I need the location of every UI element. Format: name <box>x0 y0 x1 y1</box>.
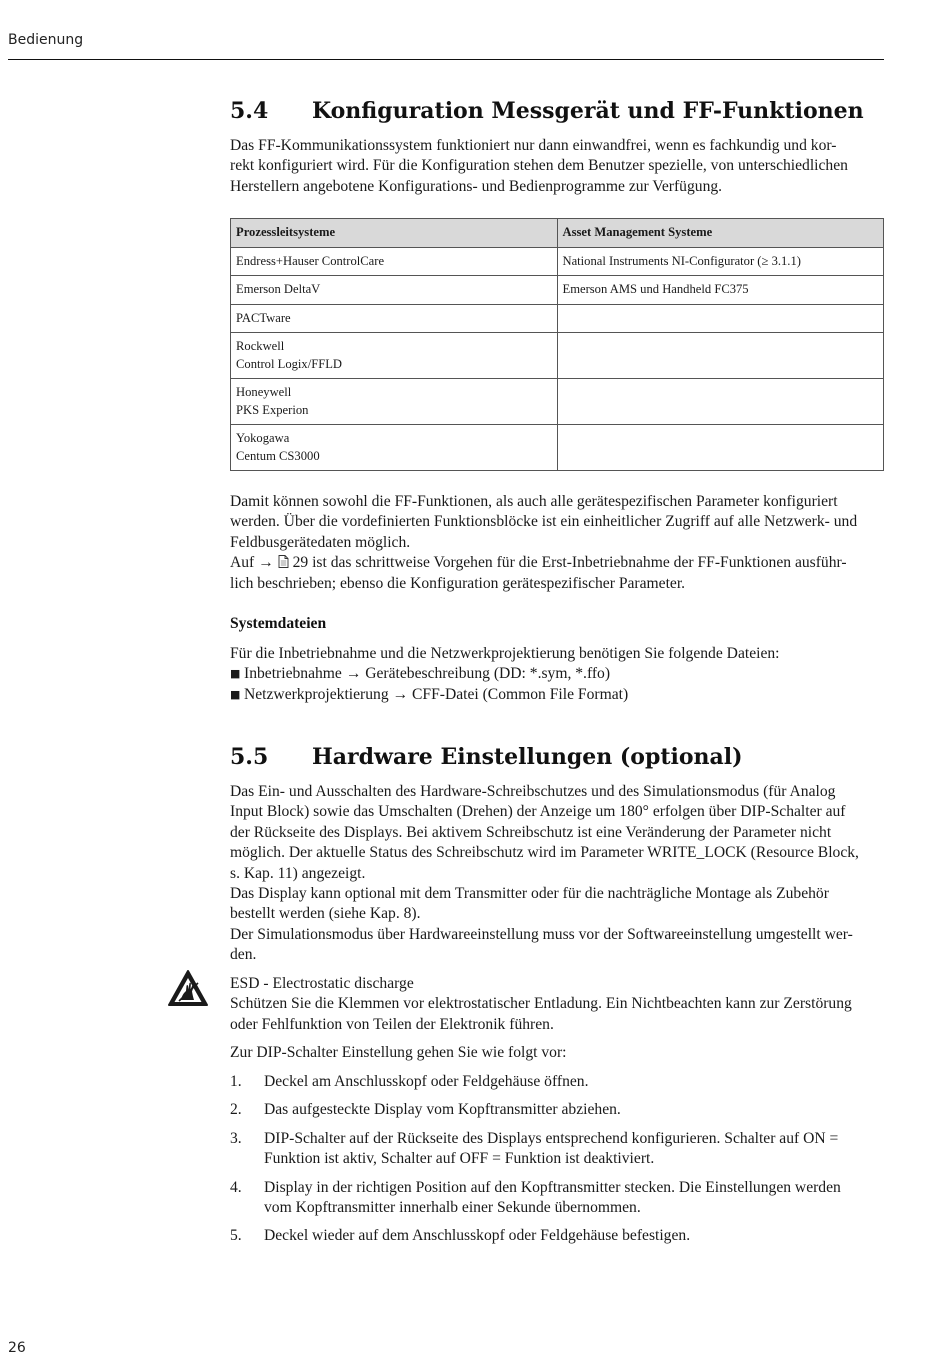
cell-line: Centum CS3000 <box>236 448 320 463</box>
table-cell <box>557 425 884 471</box>
list-item <box>230 1072 884 1092</box>
esd-block <box>230 974 884 1035</box>
page-number: 26 <box>8 1340 26 1356</box>
table-row <box>231 304 884 333</box>
cell-line: Rockwell <box>236 339 285 353</box>
ref-page-number: 29 <box>292 554 309 572</box>
bullet-square-icon: ■ <box>230 687 241 701</box>
column-header-pls: Prozessleitsysteme <box>231 219 558 248</box>
step-line: Funktion ist aktiv, Schalter auf OFF = Funktion ist deaktiviert. <box>264 1150 655 1168</box>
running-header: Bedienung <box>8 32 84 48</box>
step-line: Deckel am Anschlusskopf oder Feldgehäuse öffnen. <box>264 1073 589 1090</box>
table-cell: PACTware <box>231 304 558 333</box>
document-page-icon <box>278 555 289 568</box>
table-cell <box>557 379 884 425</box>
steps-list <box>230 1072 884 1247</box>
table-row <box>231 333 884 379</box>
paragraph-line: Schützen Sie die Klemmen vor elektrostatischer Entladung. Ein Nichtbeachten kann zur Zerstörung <box>230 995 852 1013</box>
page-reference-line <box>230 553 884 573</box>
list-item <box>230 685 884 705</box>
list-item <box>230 664 884 684</box>
ref-text: ist das schrittweise Vorgehen für die Erst-Inbetriebnahme der FF-Funktionen ausführ- <box>312 554 847 572</box>
step-number: 2. <box>230 1101 242 1119</box>
paragraph-line: möglich. Der aktuelle Status des Schreibschutz wird im Parameter WRITE_LOCK (Resource Block, <box>230 844 859 862</box>
systemdateien-block <box>230 614 884 705</box>
paragraph-line: bestellt werden (siehe Kap. 8). <box>230 905 421 923</box>
paragraph-line: oder Fehlfunktion von Teilen der Elektronik führen. <box>230 1015 554 1033</box>
intro-paragraph <box>230 136 884 197</box>
step-line: Display in der richtigen Position auf den Kopftransmitter stecken. Die Einstellungen werden <box>264 1178 841 1196</box>
systemdateien-heading: Systemdateien <box>230 615 327 632</box>
step-number: 1. <box>230 1073 242 1090</box>
paragraph-line: rekt konfiguriert wird. Für die Konfiguration stehen dem Benutzer spezielle, von unterschiedlichen <box>230 157 848 175</box>
section-title-text: Konfiguration Messgerät und FF-Funktionen <box>312 98 864 124</box>
table-row <box>231 425 884 471</box>
cell-line: PKS Experion <box>236 402 309 417</box>
table-row <box>231 379 884 425</box>
table-cell <box>231 333 558 379</box>
ref-prefix: Auf <box>230 554 255 572</box>
table-cell: Endress+Hauser ControlCare <box>231 247 558 276</box>
table-cell: Emerson DeltaV <box>231 276 558 305</box>
paragraph-line: Der Simulationsmodus über Hardwareeinstellung muss vor der Softwareeinstellung umgestellt wer- <box>230 925 853 943</box>
header-rule <box>8 59 884 60</box>
paragraph-line: Für die Inbetriebnahme und die Netzwerkprojektierung benötigen Sie folgende Dateien: <box>230 645 780 662</box>
step-line: Das aufgesteckte Display vom Kopftransmitter abziehen. <box>264 1101 621 1119</box>
paragraph-line: Input Block) sowie das Umschalten (Drehen) der Anzeige um 180° erfolgen über DIP-Schalter auf <box>230 803 846 821</box>
column-header-ams: Asset Management Systeme <box>557 219 884 248</box>
cell-line: Control Logix/FFLD <box>236 356 343 371</box>
table-row <box>231 247 884 276</box>
arrow-right-icon: → <box>258 554 274 572</box>
esd-title: ESD - Electrostatic discharge <box>230 975 414 992</box>
bullet-square-icon: ■ <box>230 667 241 681</box>
section-title-5-5 <box>230 742 884 772</box>
section-5-5-body <box>230 782 884 966</box>
table-cell <box>557 304 884 333</box>
steps-block <box>230 1072 884 1247</box>
paragraph-line: Das Display kann optional mit dem Transmitter oder für die nachträgliche Montage als Zubehör <box>230 885 829 903</box>
table-cell: National Instruments NI-Configurator (≥ 3.1.1) <box>557 247 884 276</box>
paragraph-line: der Rückseite des Displays. Bei aktivem Schreibschutz ist eine Veränderung der Parameter nicht <box>230 823 832 841</box>
step-line: DIP-Schalter auf der Rückseite des Displays entsprechend konfigurieren. Schalter auf ON = <box>264 1129 839 1147</box>
section-5-4 <box>230 96 884 126</box>
table-header-row <box>231 219 884 248</box>
section-title-5-4 <box>230 96 884 126</box>
paragraph-line: Damit können sowohl die FF-Funktionen, als auch alle gerätespezifischen Parameter konfiguriert <box>230 493 838 510</box>
list-item <box>230 1178 884 1219</box>
table-cell <box>231 379 558 425</box>
step-number: 4. <box>230 1178 242 1196</box>
bullet-text: Netzwerkprojektierung → CFF-Datei (Common File Format) <box>244 685 629 703</box>
table-cell <box>557 333 884 379</box>
table-cell <box>231 425 558 471</box>
section-number: 5.4 <box>230 98 269 124</box>
step-number: 3. <box>230 1129 242 1147</box>
section-number: 5.5 <box>230 744 269 770</box>
paragraph-line: Herstellern angebotene Konfigurations- und Bedienprogramme zur Verfügung. <box>230 177 723 195</box>
table-cell: Emerson AMS und Handheld FC375 <box>557 276 884 305</box>
bullet-text: Inbetriebnahme → Gerätebeschreibung (DD: *.sym, *.ffo) <box>244 665 611 683</box>
step-line: Deckel wieder auf dem Anschlusskopf oder Feldgehäuse befestigen. <box>264 1227 691 1245</box>
paragraph-line: Das FF-Kommunikationssystem funktioniert nur dann einwandfrei, wenn es fachkundig und kor- <box>230 137 837 154</box>
list-item <box>230 1100 884 1120</box>
steps-intro: Zur DIP-Schalter Einstellung gehen Sie wie folgt vor: <box>230 1044 567 1061</box>
paragraph-line: den. <box>230 946 257 964</box>
table-row <box>231 276 884 305</box>
paragraph-line: Feldbusgerätedaten möglich. <box>230 533 411 551</box>
step-number: 5. <box>230 1227 242 1245</box>
esd-warning-icon <box>167 969 209 1007</box>
after-table-paragraph <box>230 492 884 594</box>
step-line: vom Kopftransmitter innerhalb einer Sekunde übernommen. <box>264 1199 641 1217</box>
systems-table <box>230 218 884 471</box>
list-item <box>230 1226 884 1246</box>
section-5-5 <box>230 742 884 772</box>
paragraph-line: Das Ein- und Ausschalten des Hardware-Schreibschutzes und des Simulationsmodus (für Analog <box>230 783 836 800</box>
steps-intro-block <box>230 1043 884 1063</box>
paragraph-line: werden. Über die vordefinierten Funktionsblöcke ist ein einheitlicher Zugriff auf alle Netzwerk- und <box>230 513 858 531</box>
paragraph-line: lich beschrieben; ebenso die Konfiguration gerätespezifischer Parameter. <box>230 574 686 592</box>
paragraph-line: s. Kap. 11) angezeigt. <box>230 864 366 882</box>
section-title-text: Hardware Einstellungen (optional) <box>312 744 743 770</box>
cell-line: Honeywell <box>236 385 292 399</box>
page-reference-link[interactable] <box>278 554 309 571</box>
list-item <box>230 1129 884 1170</box>
cell-line: Yokogawa <box>236 431 290 445</box>
